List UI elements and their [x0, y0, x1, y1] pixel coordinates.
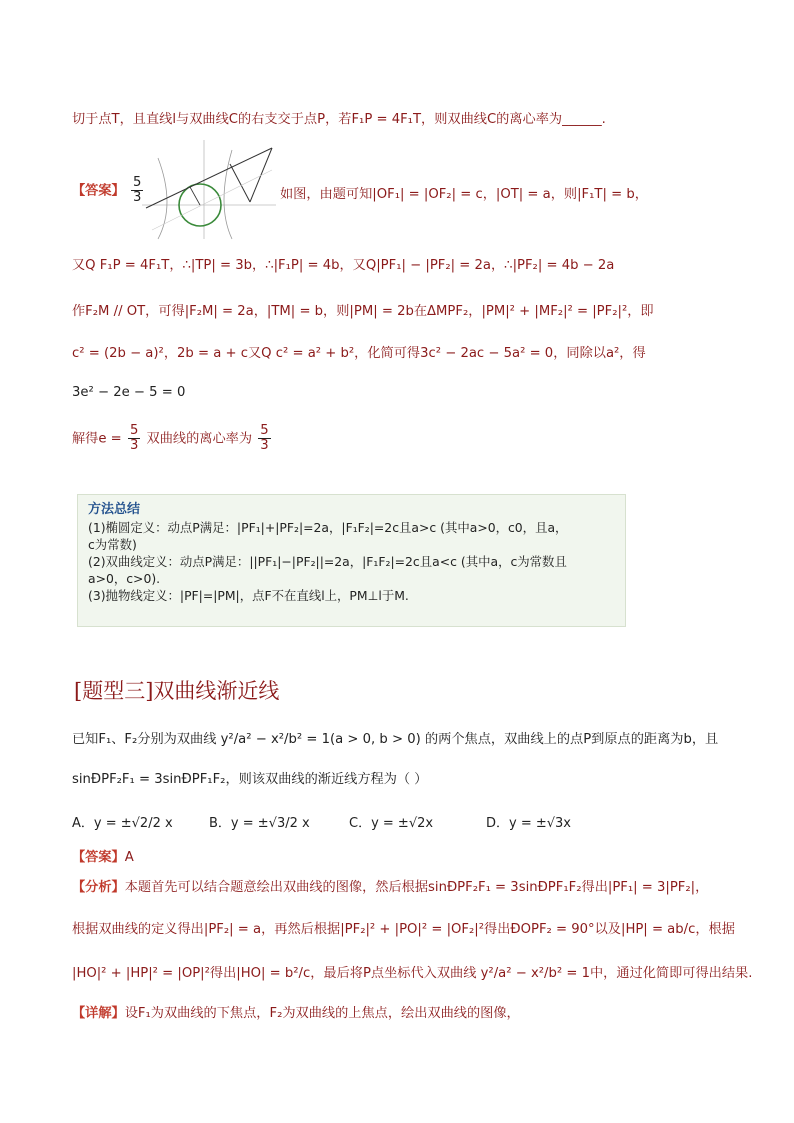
- question-line-2: sinÐPF₂F₁ = 3sinÐPF₁F₂，则该双曲线的渐近线方程为（ ）: [72, 772, 428, 787]
- answer-tag: 【答案】: [72, 183, 125, 199]
- answer-line-6: 3e² − 2e − 5 = 0: [72, 385, 186, 400]
- method-line-1: (1)椭圆定义：动点P满足：|PF₁|+|PF₂|=2a，|F₁F₂|=2c且a>c (其中a>0，c0，且a，: [88, 520, 568, 535]
- choice-b[interactable]: B．y = ±√3/2 x: [209, 816, 310, 831]
- detail-tag: 【详解】: [72, 1006, 125, 1021]
- answer-line-4: 作F₂M // OT，可得|F₂M| = 2a，|TM| = b，则|PM| = 2b在ΔMPF₂，|PM|² + |MF₂|² = |PF₂|²，即: [72, 304, 654, 319]
- answer-line-5: c² = (2b − a)²，2b = a + c又Q c² = a² + b²，化简可得3c² − 2ac − 5a² = 0，同除以a²，得: [72, 346, 646, 361]
- method-line-4: a>0，c>0).: [88, 571, 161, 586]
- answer-line-3: 又Q F₁P = 4F₁T，∴|TP| = 3b，∴|F₁P| = 4b，又Q|PF₁| − |PF₂| = 2a，∴|PF₂| = 4b − 2a: [72, 258, 615, 273]
- q3-answer-value: A: [124, 850, 134, 865]
- method-summary-box: [77, 494, 626, 627]
- hyperbola-figure: [142, 140, 278, 240]
- method-line-3: (2)双曲线定义：动点P满足：||PF₁|−|PF₂||=2a，|F₁F₂|=2c且a<c (其中a，c为常数且: [88, 554, 567, 569]
- eccentricity-fraction: $\frac{5}{3}$: [260, 423, 269, 453]
- detail-line: 【详解】设F₁为双曲线的下焦点，F₂为双曲线的上焦点，绘出双曲线的图像，: [72, 1006, 520, 1021]
- method-summary-title: 方法总结: [88, 502, 141, 517]
- method-line-2: c为常数): [88, 537, 137, 552]
- analysis-line-3: |HO|² + |HP|² = |OP|²得出|HO| = b²/c，最后将P点坐标代入双曲线 y²/a² − x²/b² = 1中，通过化简即可得出结果.: [72, 966, 753, 981]
- section-title: [题型三]双曲线渐近线: [74, 679, 280, 703]
- method-line-5: (3)抛物线定义：|PF|=|PM|，点F不在直线l上，PM⊥l于M.: [88, 588, 409, 603]
- q3-answer-tag: 【答案】: [72, 850, 125, 865]
- answer-line-2: 如图，由题可知|OF₁| = |OF₂| = c，|OT| = a，则|F₁T| = b，: [280, 187, 648, 202]
- problem-line-1: 切于点T，且直线l与双曲线C的右支交于点P，若F₁P = 4F₁T，则双曲线C的离心率为______.: [72, 112, 606, 127]
- analysis-line-1: 【分析】本题首先可以结合题意绘出双曲线的图像，然后根据sinÐPF₂F₁ = 3sinÐPF₁F₂得出|PF₁| = 3|PF₂|，: [72, 880, 709, 895]
- q3-answer-row: [72, 846, 134, 865]
- analysis-line-2: 根据双曲线的定义得出|PF₂| = a，再然后根据|PF₂|² + |PO|² = |OF₂|²得出ÐOPF₂ = 90°以及|HP| = ab/c，根据: [72, 922, 735, 937]
- question-line-1: 已知F₁、F₂分别为双曲线 y²/a² − x²/b² = 1(a > 0, b > 0) 的两个焦点，双曲线上的点P到原点的距离为b，且: [72, 732, 719, 747]
- choice-d[interactable]: D．y = ±√3x: [486, 816, 572, 831]
- analysis-tag: 【分析】: [72, 880, 125, 895]
- choice-c[interactable]: C．y = ±√2x: [349, 816, 434, 831]
- answer-line-7: 解得e = $\frac{5}{3}$ 双曲线的离心率为 $\frac{5}{3}$: [72, 423, 269, 453]
- answer-fraction: $\frac{5}{3}$: [132, 175, 142, 205]
- answer-row: [72, 176, 145, 205]
- choice-a[interactable]: A．y = ±√2/2 x: [72, 816, 173, 831]
